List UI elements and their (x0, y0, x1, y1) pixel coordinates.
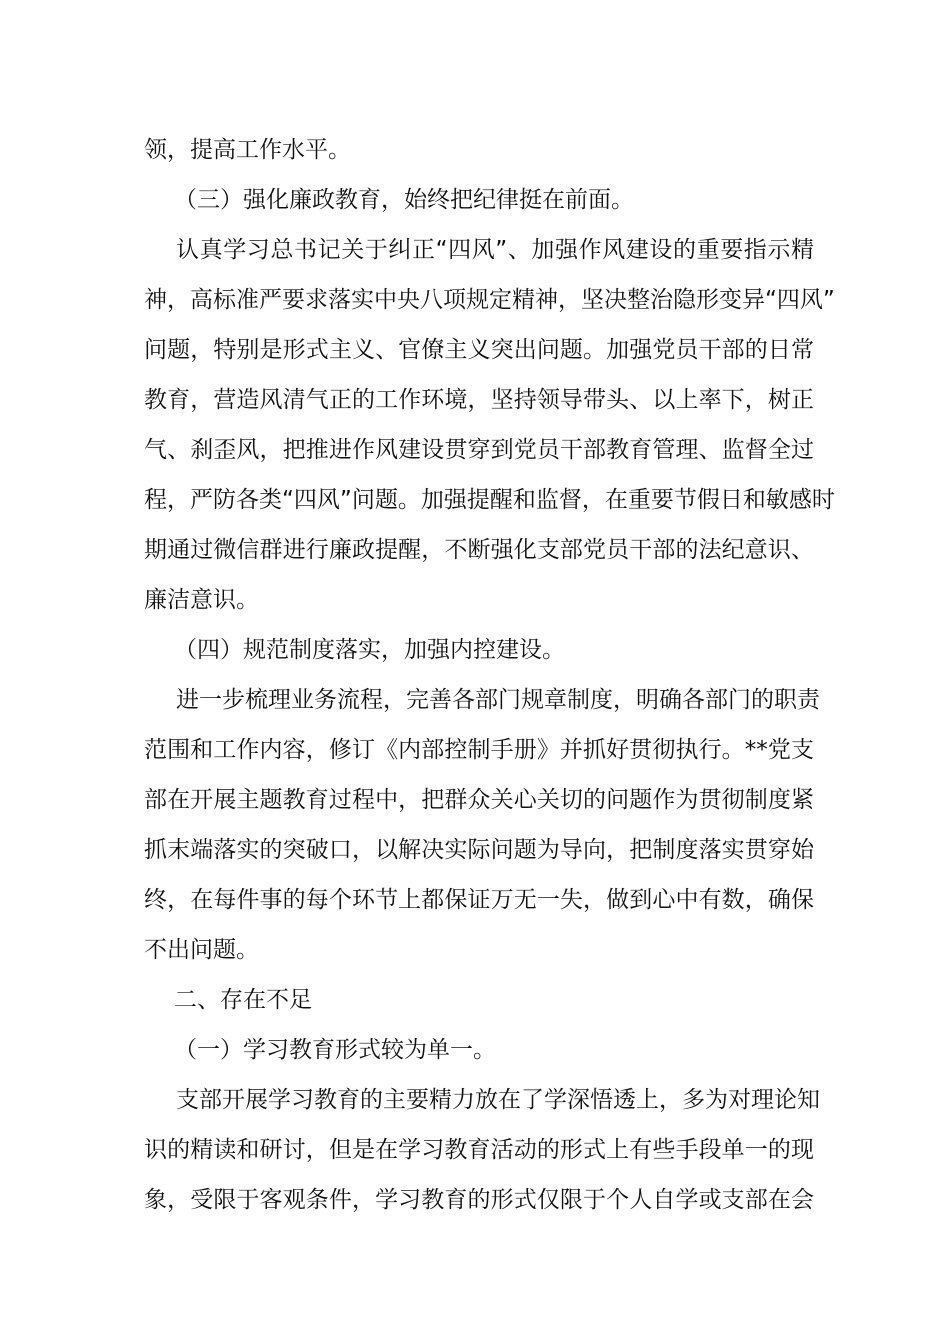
text-line: 象，受限于客观条件，学习教育的形式仅限于个人自学或支部在会 (144, 1187, 814, 1213)
text-line: 神，高标准严要求落实中央八项规定精神，坚决整治隐形变异“四风” (144, 287, 835, 313)
text-line: 教育，营造风清气正的工作环境，坚持领导带头、以上率下，树正 (144, 387, 814, 413)
text-line: 期通过微信群进行廉政提醒，不断强化支部党员干部的法纪意识、 (144, 537, 814, 563)
chapter-heading: 二、存在不足 (174, 987, 312, 1013)
text-line: 进一步梳理业务流程，完善各部门规章制度，明确各部门的职责 (176, 687, 820, 713)
text-line: 气、刹歪风，把推进作风建设贯穿到党员干部教育管理、监督全过 (144, 437, 814, 463)
text-line: 终，在每件事的每个环节上都保证万无一失，做到心中有数，确保 (144, 887, 814, 913)
text-line: 认真学习总书记关于纠正“四风”、加强作风建设的重要指示精 (176, 237, 814, 263)
text-line: 廉洁意识。 (144, 587, 259, 613)
section-heading: （四）规范制度落实，加强内控建设。 (174, 637, 565, 663)
text-line: 部在开展主题教育过程中，把群众关心关切的问题作为贯彻制度紧 (144, 787, 814, 813)
text-line: 不出问题。 (144, 937, 259, 963)
section-heading: （一）学习教育形式较为单一。 (174, 1037, 496, 1063)
text-line: 问题，特别是形式主义、官僚主义突出问题。加强党员干部的日常 (144, 337, 814, 363)
section-heading: （三）强化廉政教育，始终把纪律挺在前面。 (174, 187, 634, 213)
text-line: 范围和工作内容，修订《内部控制手册》并抓好贯彻执行。**党支 (144, 737, 814, 763)
text-line: 识的精读和研讨，但是在学习教育活动的形式上有些手段单一的现 (144, 1137, 814, 1163)
text-line: 领，提高工作水平。 (144, 137, 351, 163)
text-line: 抓末端落实的突破口，以解决实际问题为导向，把制度落实贯穿始 (144, 837, 814, 863)
text-line: 程，严防各类“四风”问题。加强提醒和监督，在重要节假日和敏感时 (144, 487, 835, 513)
text-line: 支部开展学习教育的主要精力放在了学深悟透上，多为对理论知 (176, 1087, 820, 1113)
